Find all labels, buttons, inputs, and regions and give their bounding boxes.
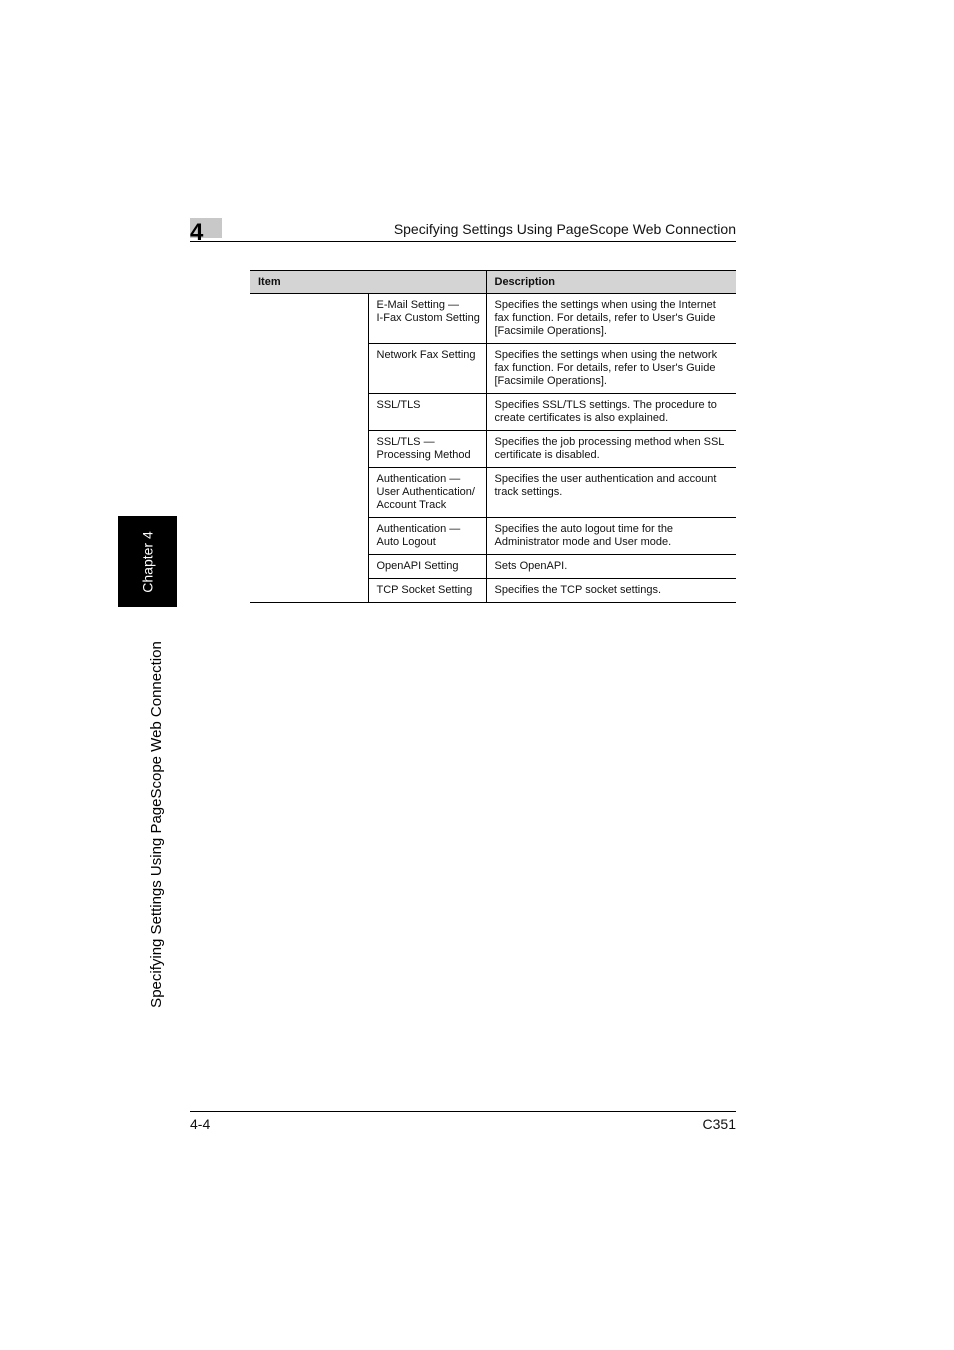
table-cell-item: SSL/TLS — [368, 394, 486, 431]
chapter-number: 4 — [190, 219, 204, 246]
section-title: Specifying Settings Using PageScope Web Connection — [147, 641, 165, 1008]
table-cell-description: Specifies the TCP socket settings. — [486, 579, 736, 603]
table-cell-item: OpenAPI Setting — [368, 555, 486, 579]
table-group-cell — [250, 294, 368, 603]
column-header-item: Item — [250, 271, 486, 294]
table-cell-description: Specifies SSL/TLS settings. The procedure to create certificates is also explained. — [486, 394, 736, 431]
table-cell-description: Sets OpenAPI. — [486, 555, 736, 579]
table-cell-item: Authentication — Auto Logout — [368, 518, 486, 555]
column-header-description: Description — [486, 271, 736, 294]
model-name: C351 — [702, 1116, 736, 1132]
table-cell-item: SSL/TLS — Processing Method — [368, 431, 486, 468]
table-cell-description: Specifies the settings when using the Internet fax function. For details, refer to User's Guide [Facsimile Operations]. — [486, 294, 736, 344]
table-cell-description: Specifies the auto logout time for the Administrator mode and User mode. — [486, 518, 736, 555]
settings-table — [250, 270, 736, 603]
table-header-row — [250, 271, 736, 294]
section-side-title — [126, 628, 186, 1021]
chapter-side-tab-label — [118, 516, 177, 607]
table-row — [250, 294, 736, 344]
table-cell-item: Authentication — User Authentication/ Account Track — [368, 468, 486, 518]
page-header-title: Specifying Settings Using PageScope Web Connection — [393, 221, 736, 237]
table-cell-description: Specifies the job processing method when SSL certificate is disabled. — [486, 431, 736, 468]
chapter-label: Chapter 4 — [139, 530, 156, 593]
table-cell-item: Network Fax Setting — [368, 344, 486, 394]
table-cell-description: Specifies the settings when using the network fax function. For details, refer to User's Guide [Facsimile Operations]. — [486, 344, 736, 394]
table-cell-description: Specifies the user authentication and account track settings. — [486, 468, 736, 518]
footer-divider — [190, 1111, 736, 1112]
page-number: 4-4 — [190, 1116, 211, 1132]
table-cell-item: E-Mail Setting — I-Fax Custom Setting — [368, 294, 486, 344]
header-divider — [190, 241, 736, 242]
table-cell-item: TCP Socket Setting — [368, 579, 486, 603]
